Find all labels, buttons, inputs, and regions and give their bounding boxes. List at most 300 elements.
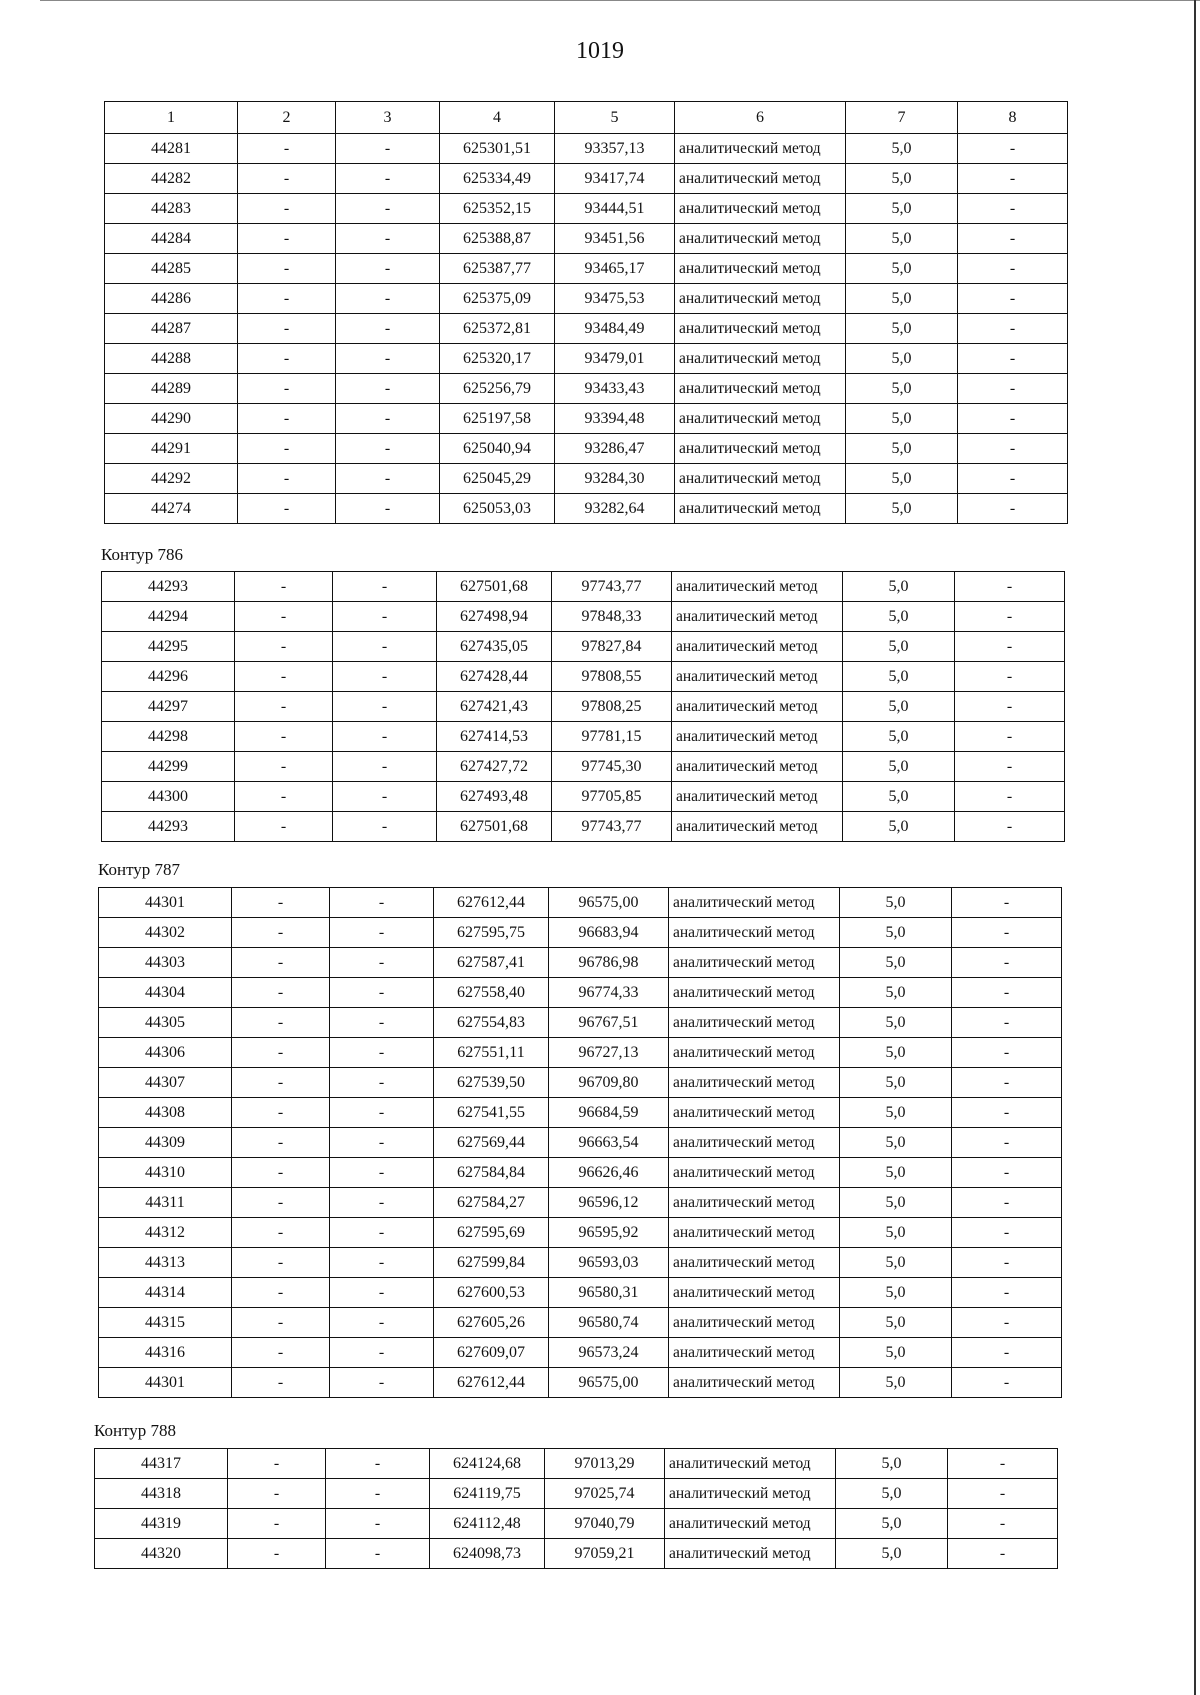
table-cell-col-7: 5,0 [840,1098,952,1128]
table-cell-col-4: 625197,58 [440,404,555,434]
table-cell-col-3: - [336,284,440,314]
table-cell-col-3: - [333,812,437,842]
table-cell-col-2: - [235,782,333,812]
table-cell-col-5: 97781,15 [552,722,672,752]
table-row [102,602,1065,632]
table-cell-col-5: 96709,80 [549,1068,669,1098]
scan-top-edge [40,0,1200,1]
table-cell-col-4: 625375,09 [440,284,555,314]
table-cell-col-1: 44288 [105,344,238,374]
table-cell-col-7: 5,0 [846,194,958,224]
table-cell-col-4: 625388,87 [440,224,555,254]
table-row [95,1449,1058,1479]
table-cell-col-8: - [952,888,1062,918]
table-cell-col-1: 44284 [105,224,238,254]
table-cell-col-5: 96575,00 [549,1368,669,1398]
table-cell-col-6: аналитический метод [675,284,846,314]
table-cell-col-3: - [330,1338,434,1368]
table-cell-col-3: - [330,1068,434,1098]
table-row [99,1098,1062,1128]
table-cell-col-4: 627421,43 [437,692,552,722]
table-cell-col-7: 5,0 [846,164,958,194]
table-cell-col-2: - [232,888,330,918]
table-cell-col-3: - [336,464,440,494]
table-cell-col-7: 5,0 [840,1218,952,1248]
table-cell-col-3: - [333,782,437,812]
table-cell-col-6: аналитический метод [672,692,843,722]
table-cell-col-7: 5,0 [836,1539,948,1569]
coordinates-table [98,887,1062,1398]
table-cell-col-1: 44290 [105,404,238,434]
table-cell-col-6: аналитический метод [675,254,846,284]
table-cell-col-5: 96774,33 [549,978,669,1008]
table-cell-col-2: - [232,1218,330,1248]
table-row [99,1278,1062,1308]
table-cell-col-2: - [232,1248,330,1278]
table-cell-col-8: - [952,1158,1062,1188]
table-cell-col-1: 44289 [105,374,238,404]
table-cell-col-1: 44274 [105,494,238,524]
table-cell-col-1: 44298 [102,722,235,752]
table-cell-col-4: 627600,53 [434,1278,549,1308]
table-cell-col-3: - [336,164,440,194]
table-cell-col-5: 96684,59 [549,1098,669,1128]
table-cell-col-7: 5,0 [840,1128,952,1158]
table-cell-col-1: 44293 [102,572,235,602]
table-cell-col-8: - [958,404,1068,434]
table-cell-col-8: - [948,1539,1058,1569]
column-header: 6 [675,102,846,134]
table-cell-col-8: - [958,224,1068,254]
table-cell-col-7: 5,0 [840,1008,952,1038]
table-cell-col-6: аналитический метод [669,1068,840,1098]
column-header: 5 [555,102,675,134]
table-cell-col-4: 627612,44 [434,888,549,918]
table-cell-col-1: 44286 [105,284,238,314]
table-cell-col-8: - [952,1338,1062,1368]
table-cell-col-5: 93357,13 [555,134,675,164]
table-cell-col-5: 96580,74 [549,1308,669,1338]
table-row [99,1308,1062,1338]
table-cell-col-3: - [330,888,434,918]
table-cell-col-4: 627498,94 [437,602,552,632]
table-cell-col-8: - [952,1278,1062,1308]
column-header: 4 [440,102,555,134]
table-cell-col-4: 625301,51 [440,134,555,164]
table-cell-col-8: - [952,1368,1062,1398]
table-cell-col-6: аналитический метод [669,1248,840,1278]
table-cell-col-5: 97848,33 [552,602,672,632]
table-cell-col-5: 97705,85 [552,782,672,812]
table-cell-col-3: - [333,752,437,782]
table-cell-col-2: - [238,434,336,464]
table-cell-col-3: - [336,434,440,464]
table-cell-col-6: аналитический метод [672,812,843,842]
table-cell-col-5: 93444,51 [555,194,675,224]
table-cell-col-4: 627558,40 [434,978,549,1008]
table-cell-col-6: аналитический метод [675,374,846,404]
table-cell-col-3: - [326,1509,430,1539]
table-cell-col-3: - [336,194,440,224]
table-cell-col-7: 5,0 [846,314,958,344]
table-cell-col-5: 97059,21 [545,1539,665,1569]
table-cell-col-6: аналитический метод [675,314,846,344]
table-cell-col-4: 627501,68 [437,572,552,602]
table-cell-col-2: - [235,722,333,752]
table-cell-col-1: 44283 [105,194,238,224]
table-cell-col-5: 97745,30 [552,752,672,782]
table-cell-col-5: 93417,74 [555,164,675,194]
table-cell-col-2: - [232,1158,330,1188]
table-row [102,572,1065,602]
table-cell-col-7: 5,0 [840,1368,952,1398]
table-cell-col-6: аналитический метод [675,434,846,464]
table-cell-col-2: - [238,224,336,254]
table-cell-col-4: 627612,44 [434,1368,549,1398]
table-row [99,1248,1062,1278]
table-cell-col-7: 5,0 [846,464,958,494]
table-cell-col-4: 627584,27 [434,1188,549,1218]
table-cell-col-3: - [330,1038,434,1068]
table-cell-col-4: 627428,44 [437,662,552,692]
table-cell-col-8: - [958,374,1068,404]
table-cell-col-2: - [235,602,333,632]
table-cell-col-2: - [232,1098,330,1128]
table-cell-col-2: - [232,1008,330,1038]
table-cell-col-1: 44285 [105,254,238,284]
table-cell-col-5: 96683,94 [549,918,669,948]
table-cell-col-8: - [952,948,1062,978]
table-cell-col-5: 97808,25 [552,692,672,722]
table-cell-col-6: аналитический метод [669,1308,840,1338]
table-cell-col-1: 44320 [95,1539,228,1569]
coordinates-table [104,101,1068,524]
table-cell-col-5: 97827,84 [552,632,672,662]
table-cell-col-6: аналитический метод [675,464,846,494]
table-cell-col-7: 5,0 [840,978,952,1008]
table-cell-col-5: 96593,03 [549,1248,669,1278]
table-row [105,314,1068,344]
table-cell-col-6: аналитический метод [669,1218,840,1248]
table-cell-col-1: 44316 [99,1338,232,1368]
table-cell-col-1: 44305 [99,1008,232,1038]
table-cell-col-5: 97025,74 [545,1479,665,1509]
table-cell-col-1: 44297 [102,692,235,722]
table-cell-col-7: 5,0 [846,404,958,434]
column-header: 8 [958,102,1068,134]
table-row [105,404,1068,434]
table-cell-col-4: 627427,72 [437,752,552,782]
column-header: 1 [105,102,238,134]
table-row [99,948,1062,978]
table-cell-col-3: - [336,134,440,164]
table-cell-col-7: 5,0 [840,1308,952,1338]
table-cell-col-6: аналитический метод [675,494,846,524]
table-cell-col-1: 44302 [99,918,232,948]
table-cell-col-4: 627551,11 [434,1038,549,1068]
table-cell-col-3: - [330,1158,434,1188]
table-row [105,284,1068,314]
table-cell-col-8: - [948,1479,1058,1509]
table-row [102,812,1065,842]
table-cell-col-7: 5,0 [843,692,955,722]
table-cell-col-4: 625352,15 [440,194,555,224]
table-cell-col-2: - [228,1479,326,1509]
table-cell-col-6: аналитический метод [665,1449,836,1479]
table-row [99,1128,1062,1158]
table-cell-col-6: аналитический метод [665,1539,836,1569]
table-cell-col-5: 96727,13 [549,1038,669,1068]
table-cell-col-4: 627493,48 [437,782,552,812]
table-row [95,1479,1058,1509]
table-row [102,722,1065,752]
table-cell-col-8: - [955,752,1065,782]
table-cell-col-6: аналитический метод [672,782,843,812]
table-cell-col-2: - [238,404,336,434]
table-cell-col-6: аналитический метод [669,948,840,978]
table-row [105,464,1068,494]
table-cell-col-2: - [235,572,333,602]
table-cell-col-2: - [235,692,333,722]
table-cell-col-8: - [958,254,1068,284]
table-cell-col-3: - [333,602,437,632]
table-cell-col-6: аналитический метод [675,134,846,164]
table-cell-col-6: аналитический метод [672,572,843,602]
table-cell-col-2: - [238,374,336,404]
table-cell-col-2: - [238,134,336,164]
table-cell-col-1: 44300 [102,782,235,812]
table-cell-col-1: 44299 [102,752,235,782]
table-cell-col-2: - [232,918,330,948]
column-header: 2 [238,102,336,134]
table-cell-col-1: 44306 [99,1038,232,1068]
table-cell-col-7: 5,0 [836,1449,948,1479]
table-cell-col-8: - [952,978,1062,1008]
table-cell-col-4: 627501,68 [437,812,552,842]
table-cell-col-3: - [330,1008,434,1038]
table-cell-col-8: - [952,1038,1062,1068]
table-cell-col-7: 5,0 [836,1509,948,1539]
table-cell-col-2: - [232,1038,330,1068]
table-row [105,254,1068,284]
table-cell-col-5: 93394,48 [555,404,675,434]
table-cell-col-7: 5,0 [843,722,955,752]
table-cell-col-2: - [232,1128,330,1158]
table-cell-col-6: аналитический метод [669,1158,840,1188]
table-cell-col-1: 44294 [102,602,235,632]
table-cell-col-3: - [336,314,440,344]
table-cell-col-8: - [958,284,1068,314]
table-cell-col-6: аналитический метод [672,722,843,752]
table-row [105,134,1068,164]
table-row [102,632,1065,662]
table-cell-col-4: 625256,79 [440,374,555,404]
table-cell-col-5: 97743,77 [552,812,672,842]
table-cell-col-3: - [336,344,440,374]
table-cell-col-7: 5,0 [840,948,952,978]
table-cell-col-4: 627435,05 [437,632,552,662]
table-cell-col-6: аналитический метод [675,164,846,194]
table-row [99,1218,1062,1248]
table-cell-col-4: 627605,26 [434,1308,549,1338]
table-cell-col-1: 44303 [99,948,232,978]
table-cell-col-3: - [336,224,440,254]
table-cell-col-8: - [958,434,1068,464]
table-cell-col-3: - [333,632,437,662]
table-cell-col-1: 44317 [95,1449,228,1479]
coordinates-table [101,571,1065,842]
table-cell-col-5: 93286,47 [555,434,675,464]
table-row [95,1509,1058,1539]
table-cell-col-7: 5,0 [836,1479,948,1509]
table-cell-col-2: - [238,164,336,194]
table-cell-col-3: - [326,1449,430,1479]
table-cell-col-5: 93475,53 [555,284,675,314]
table-cell-col-8: - [955,782,1065,812]
table-cell-col-7: 5,0 [840,888,952,918]
table-cell-col-3: - [333,572,437,602]
page-number: 1019 [576,38,624,64]
table-cell-col-4: 627599,84 [434,1248,549,1278]
table-cell-col-7: 5,0 [846,254,958,284]
table-cell-col-8: - [958,314,1068,344]
table-cell-col-1: 44293 [102,812,235,842]
column-header: 3 [336,102,440,134]
table-cell-col-1: 44318 [95,1479,228,1509]
table-cell-col-8: - [952,1218,1062,1248]
table-cell-col-6: аналитический метод [672,752,843,782]
table-cell-col-6: аналитический метод [669,1098,840,1128]
table-cell-col-5: 97013,29 [545,1449,665,1479]
table-cell-col-2: - [232,1368,330,1398]
table-cell-col-4: 627569,44 [434,1128,549,1158]
table-cell-col-6: аналитический метод [672,632,843,662]
table-cell-col-8: - [955,812,1065,842]
table-cell-col-8: - [958,164,1068,194]
table-cell-col-3: - [336,404,440,434]
table-cell-col-8: - [952,1308,1062,1338]
table-cell-col-2: - [238,194,336,224]
table-cell-col-8: - [955,662,1065,692]
table-cell-col-8: - [955,722,1065,752]
table-cell-col-8: - [955,572,1065,602]
table-cell-col-5: 96626,46 [549,1158,669,1188]
table-cell-col-4: 625045,29 [440,464,555,494]
table-cell-col-8: - [952,1008,1062,1038]
table-cell-col-5: 96573,24 [549,1338,669,1368]
table-cell-col-6: аналитический метод [669,1188,840,1218]
table-cell-col-6: аналитический метод [669,1008,840,1038]
table-cell-col-1: 44312 [99,1218,232,1248]
table-row [99,1158,1062,1188]
table-cell-col-1: 44310 [99,1158,232,1188]
table-cell-col-8: - [955,602,1065,632]
table-cell-col-3: - [333,692,437,722]
table-cell-col-2: - [232,1278,330,1308]
table-cell-col-7: 5,0 [846,374,958,404]
table-cell-col-7: 5,0 [843,782,955,812]
table-cell-col-1: 44304 [99,978,232,1008]
table-cell-col-4: 627584,84 [434,1158,549,1188]
table-cell-col-4: 625320,17 [440,344,555,374]
table-cell-col-3: - [330,1098,434,1128]
table-cell-col-7: 5,0 [846,134,958,164]
table-row [102,752,1065,782]
table-cell-col-2: - [232,1188,330,1218]
table-cell-col-8: - [955,632,1065,662]
table-cell-col-5: 96595,92 [549,1218,669,1248]
table-cell-col-2: - [238,344,336,374]
table-cell-col-1: 44287 [105,314,238,344]
table-cell-col-7: 5,0 [846,344,958,374]
table-cell-col-7: 5,0 [840,1038,952,1068]
scan-right-edge [1194,0,1196,1695]
table-cell-col-2: - [232,948,330,978]
table-row [99,1188,1062,1218]
table-cell-col-3: - [330,1368,434,1398]
table-cell-col-1: 44301 [99,1368,232,1398]
table-cell-col-2: - [238,314,336,344]
table-cell-col-6: аналитический метод [669,1038,840,1068]
table-header-row [105,102,1068,134]
table-row [99,888,1062,918]
contour-label: Контур 786 [101,545,184,564]
table-cell-col-8: - [952,1128,1062,1158]
table-cell-col-5: 93282,64 [555,494,675,524]
table-cell-col-4: 624112,48 [430,1509,545,1539]
table-cell-col-4: 624124,68 [430,1449,545,1479]
table-cell-col-6: аналитический метод [669,1338,840,1368]
table-cell-col-4: 625334,49 [440,164,555,194]
table-cell-col-1: 44282 [105,164,238,194]
table-cell-col-3: - [330,1248,434,1278]
table-cell-col-2: - [228,1539,326,1569]
table-cell-col-5: 96786,98 [549,948,669,978]
table-cell-col-5: 93484,49 [555,314,675,344]
table-cell-col-8: - [958,464,1068,494]
table-cell-col-5: 93433,43 [555,374,675,404]
table-cell-col-7: 5,0 [843,632,955,662]
table-cell-col-3: - [333,662,437,692]
table-cell-col-3: - [330,918,434,948]
table-cell-col-1: 44308 [99,1098,232,1128]
table-cell-col-6: аналитический метод [669,1128,840,1158]
table-cell-col-6: аналитический метод [669,888,840,918]
contour-label: Контур 787 [98,860,181,879]
table-cell-col-8: - [958,134,1068,164]
table-cell-col-2: - [235,632,333,662]
table-cell-col-2: - [228,1449,326,1479]
table-cell-col-2: - [238,464,336,494]
table-cell-col-8: - [952,1068,1062,1098]
table-cell-col-8: - [952,1188,1062,1218]
table-cell-col-6: аналитический метод [675,404,846,434]
table-row [99,1038,1062,1068]
table-row [99,978,1062,1008]
table-cell-col-1: 44291 [105,434,238,464]
table-row [105,494,1068,524]
table-cell-col-2: - [235,752,333,782]
table-cell-col-5: 96575,00 [549,888,669,918]
table-row [105,194,1068,224]
table-cell-col-7: 5,0 [840,1068,952,1098]
table-row [95,1539,1058,1569]
table-cell-col-1: 44301 [99,888,232,918]
table-row [102,692,1065,722]
table-cell-col-3: - [330,948,434,978]
table-cell-col-3: - [330,1218,434,1248]
table-row [99,1368,1062,1398]
